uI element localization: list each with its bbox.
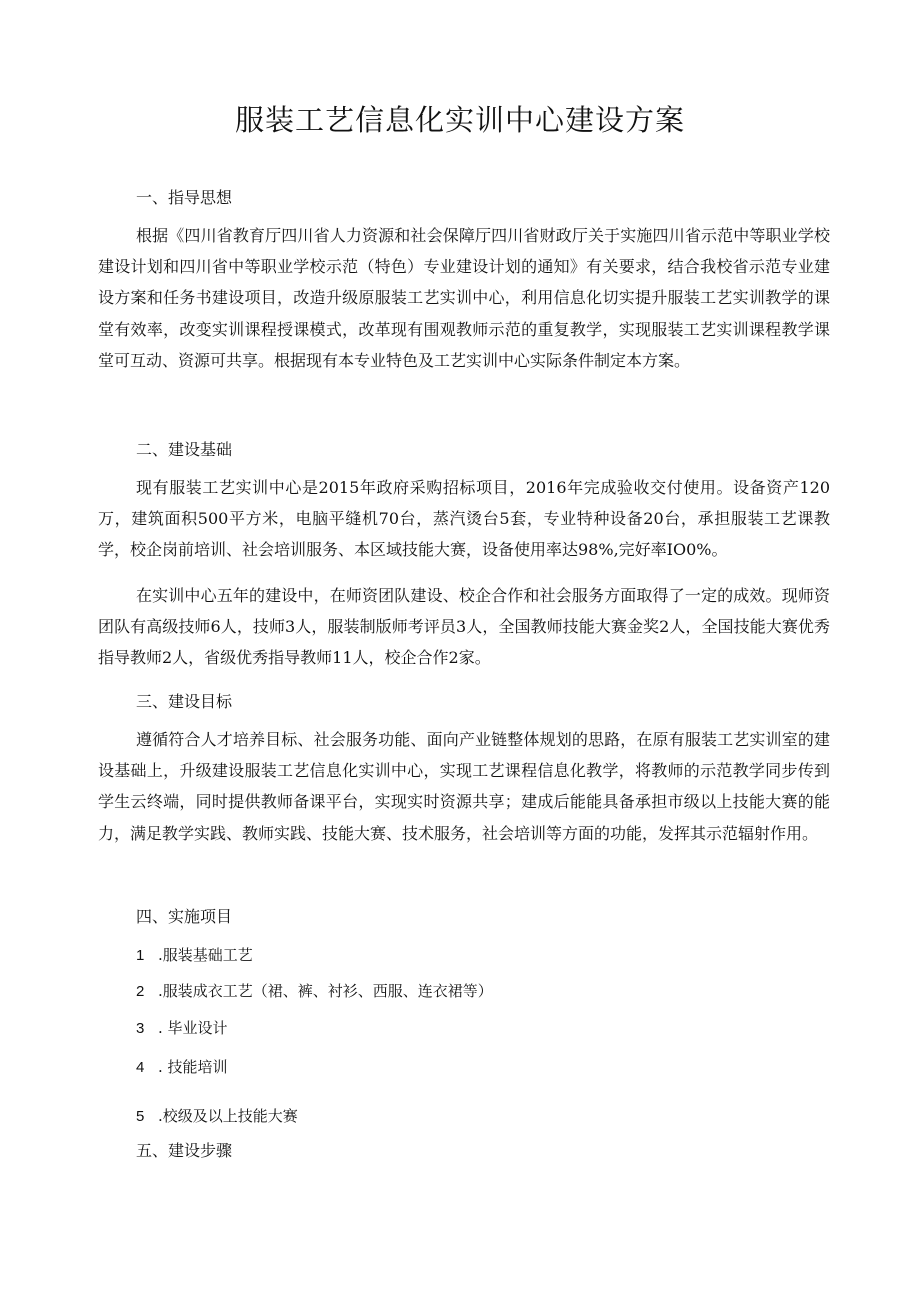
list-item-text: .校级及以上技能大赛 <box>158 1107 298 1125</box>
section-heading-construction-basis: 二、建设基础 <box>136 440 233 459</box>
list-item-number: 1 <box>136 947 145 964</box>
list-item <box>136 943 253 968</box>
list-item-number: 4 <box>136 1059 145 1076</box>
list-item <box>136 1055 228 1080</box>
list-item-text: .服装基础工艺 <box>158 946 253 964</box>
paragraph-guiding-ideology: 根据《四川省教育厅四川省人力资源和社会保障厅四川省财政厅关于实施四川省示范中等职业学校建设计划和四川省中等职业学校示范（特色）专业建设计划的通知》有关要求，结合我校省示范专业建设方案和任务书建设项目，改造升级原服装工艺实训中心，利用信息化切实提升服装工艺实训教学的课堂有效率，改变实训课程授课模式，改革现有围观教师示范的重复教学，实现服装工艺实训课程教学课堂可互动、资源可共享。根据现有本专业特色及工艺实训中心实际条件制定本方案。 <box>98 226 830 370</box>
paragraph-construction-basis-2: 在实训中心五年的建设中，在师资团队建设、校企合作和社会服务方面取得了一定的成效。现师资团队有高级技师6人，技师3人，服装制版师考评员3人，全国教师技能大赛金奖2人，全国技能大赛优秀指导教师2人，省级优秀指导教师11人，校企合作2家。 <box>98 586 830 668</box>
list-item-number: 2 <box>136 983 145 1000</box>
list-item-text: .服装成衣工艺（裙、裤、衬衫、西服、连衣裙等） <box>158 982 493 1000</box>
list-item-text: . 技能培训 <box>158 1058 228 1076</box>
section-heading-guiding-ideology: 一、指导思想 <box>136 188 233 207</box>
list-item-text: . 毕业设计 <box>158 1019 228 1037</box>
section-heading-construction-steps: 五、建设步骤 <box>136 1141 233 1160</box>
document-title: 服装工艺信息化实训中心建设方案 <box>234 103 685 137</box>
list-item <box>136 979 493 1004</box>
list-item <box>136 1016 228 1041</box>
list-item <box>136 1104 298 1129</box>
paragraph-construction-basis-1: 现有服装工艺实训中心是2015年政府采购招标项目，2016年完成验收交付使用。设备资产120万，建筑面积500平方米，电脑平缝机70台，蒸汽烫台5套，专业特种设备20台，承担服装工艺课教学，校企岗前培训、社会培训服务、本区域技能大赛，设备使用率达98%,完好率IO0%。 <box>98 478 830 560</box>
paragraph-construction-goal: 遵循符合人才培养目标、社会服务功能、面向产业链整体规划的思路，在原有服装工艺实训室的建设基础上，升级建设服装工艺信息化实训中心，实现工艺课程信息化教学，将教师的示范教学同步传到学生云终端，同时提供教师备课平台，实现实时资源共享；建成后能能具备承担市级以上技能大赛的能力，满足教学实践、教师实践、技能大赛、技术服务，社会培训等方面的功能，发挥其示范辐射作用。 <box>98 730 830 843</box>
list-item-number: 3 <box>136 1020 145 1037</box>
list-item-number: 5 <box>136 1108 145 1125</box>
section-heading-implementation-items: 四、实施项目 <box>136 907 233 926</box>
section-heading-construction-goal: 三、建设目标 <box>136 692 233 711</box>
